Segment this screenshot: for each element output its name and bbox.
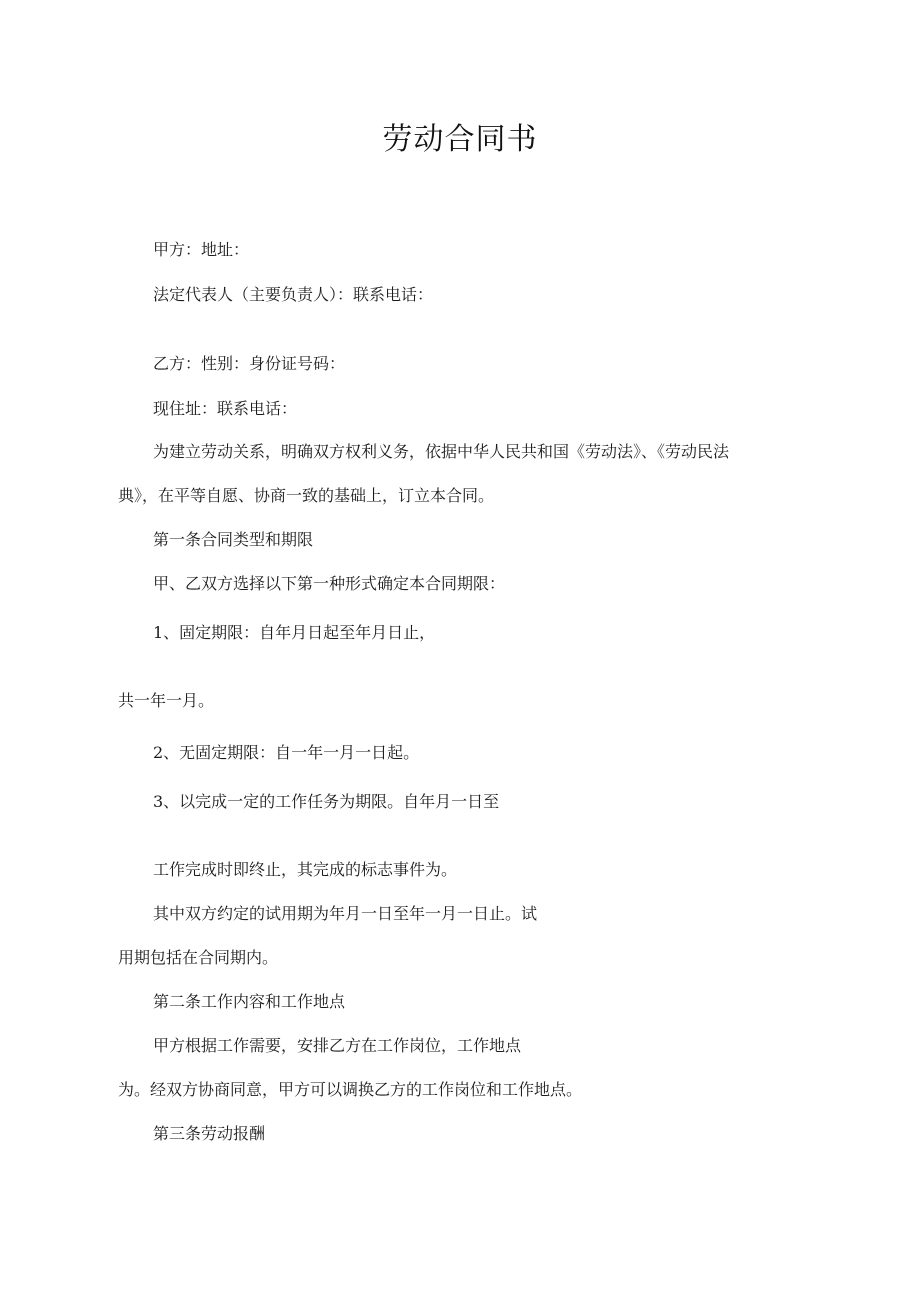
- task-completion-line: 工作完成时即终止，其完成的标志事件为。: [153, 860, 458, 879]
- party-b-identity-line: 乙方：性别：身份证号码：: [153, 354, 346, 373]
- legal-representative-line: 法定代表人（主要负责人）：联系电话：: [153, 285, 434, 304]
- open-ended-term-option: 2、无固定期限：自一年一月一日起。: [153, 743, 420, 762]
- probation-line-1: 其中双方约定的试用期为年月一日至年一月一日止。试: [153, 904, 538, 923]
- preamble-line-2: 典》，在平等自愿、协商一致的基础上，订立本合同。: [118, 486, 495, 505]
- fixed-term-option: 1、固定期限：自年月日起至年月日止，: [153, 623, 436, 642]
- preamble-line-1: 为建立劳动关系，明确双方权利义务，依据中华人民共和国《劳动法》、《劳动民法: [153, 442, 730, 461]
- task-based-term-option: 3、以完成一定的工作任务为期限。自年月一日至: [153, 792, 500, 811]
- work-position-line-1: 甲方根据工作需要，安排乙方在工作岗位，工作地点: [153, 1036, 522, 1055]
- document-title: 劳动合同书: [382, 122, 538, 157]
- article-2-heading: 第二条工作内容和工作地点: [153, 992, 346, 1011]
- fixed-term-duration: 共一年一月。: [118, 691, 215, 710]
- article-3-heading: 第三条劳动报酬: [153, 1124, 266, 1143]
- article-1-heading: 第一条合同类型和期限: [153, 530, 314, 549]
- probation-line-2: 用期包括在合同期内。: [118, 948, 279, 967]
- party-b-residence-line: 现住址：联系电话：: [153, 399, 298, 418]
- work-position-line-2: 为。经双方协商同意，甲方可以调换乙方的工作岗位和工作地点。: [118, 1080, 583, 1099]
- party-a-address-line: 甲方：地址：: [153, 240, 250, 259]
- article-1-intro: 甲、乙双方选择以下第一种形式确定本合同期限：: [153, 574, 506, 593]
